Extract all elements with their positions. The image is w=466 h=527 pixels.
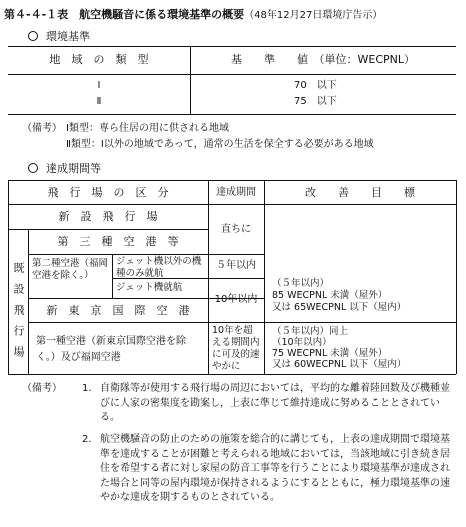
- footnote-2-num: 2.: [82, 434, 92, 445]
- circle-bullet-icon: [28, 163, 38, 173]
- header-area-type: 地 域 の 類 型: [49, 53, 149, 66]
- period-within-5: ５年以内: [216, 260, 256, 271]
- title-note: （48年12月27日環境庁告示）: [244, 10, 383, 21]
- section-heading-period: [28, 160, 101, 176]
- third-class-airport: 第 三 種 空 港 等: [57, 235, 179, 248]
- goal-first-line1: （５年以内）同上: [272, 326, 349, 337]
- footnote-2-text: 航空機騒音の防止のための施策を総合的に講じても，上表の達成期間で環境基準を達成することが困難と考えられる地域においては，当該地域に引き続き居住を希望する者に対し家屋の防音工事等を行うことにより環境基準が達成された場合と同等の屋内環境が保持されるようにするとともに，極力環境基準の速やかな達成を期するものとされている。: [100, 434, 450, 503]
- jet-service: ジェット機就航: [116, 282, 183, 293]
- section-label: 環境基準: [46, 30, 90, 43]
- jet-other-only: ジェット機以外の機種のみ就航: [116, 256, 202, 279]
- header-airport-class: 飛 行 場 の 区 分: [47, 186, 169, 199]
- document-title: [4, 6, 382, 22]
- new-airport: 新 設 飛 行 場: [58, 210, 158, 223]
- goal-first-line2: （10年以内）: [272, 337, 332, 348]
- period-immediately: 直ちに: [221, 224, 251, 235]
- section-heading-standard: [28, 28, 90, 44]
- period-within-10: 10年以内: [214, 294, 258, 305]
- note-type-ii: Ⅱ類型：Ⅰ以外の地域であって，通常の生活を保全する必要がある地域: [66, 139, 374, 150]
- goal-10-line1: （５年以内）: [272, 278, 330, 289]
- footnotes-label: （備考）: [22, 383, 62, 394]
- footnote-1-num: 1.: [82, 383, 92, 394]
- value-ii: 75 以下: [294, 96, 337, 107]
- header-target: 改 善 目 標: [305, 186, 415, 199]
- footnote-1-text: 自衛隊等が使用する飛行場の周辺においては，平均的な離着陸回数及び機種並びに人家の密集度を勘案し，上表に準じて維持達成に努めることとされている。: [100, 383, 450, 423]
- goal-10-line2: 85 WECPNL 未満（屋外）: [272, 290, 388, 301]
- goal-first-line4: 又は 60WECPNL 以下（屋内）: [272, 359, 407, 370]
- title-text: 第４-４-１表 航空機騒音に係る環境基準の概要: [4, 8, 245, 21]
- second-class-airport: 第二種空港（福岡空港を除く。）: [32, 258, 109, 281]
- goal-10-line3: 又は 65WECPNL 以下（屋内）: [272, 302, 407, 313]
- type-i: Ⅰ: [97, 80, 101, 91]
- circle-bullet-icon: [28, 31, 38, 41]
- section-label: 達成期間等: [46, 162, 101, 175]
- first-class-airport: 第一種空港（新東京国際空港を除く。）及び福岡空港: [36, 336, 186, 363]
- header-period: 達成期間: [216, 187, 256, 198]
- period-over-10: 10年を超える期間内に可及的速やかに: [212, 325, 260, 372]
- header-standard-value: 基 準 値 （単位：WECPNL）: [231, 53, 415, 66]
- note-type-i: Ⅰ類型：専ら住居の用に供される地域: [66, 123, 229, 134]
- value-i: 70 以下: [294, 80, 337, 91]
- existing-airport-label: 既設飛行場: [12, 262, 25, 367]
- type-ii: Ⅱ: [96, 96, 102, 107]
- notes-label: （備考）: [22, 123, 62, 134]
- shin-tokyo-airport: 新 東 京 国 際 空 港: [46, 304, 190, 317]
- goal-first-line3: 75 WECPNL 未満（屋外）: [272, 348, 388, 359]
